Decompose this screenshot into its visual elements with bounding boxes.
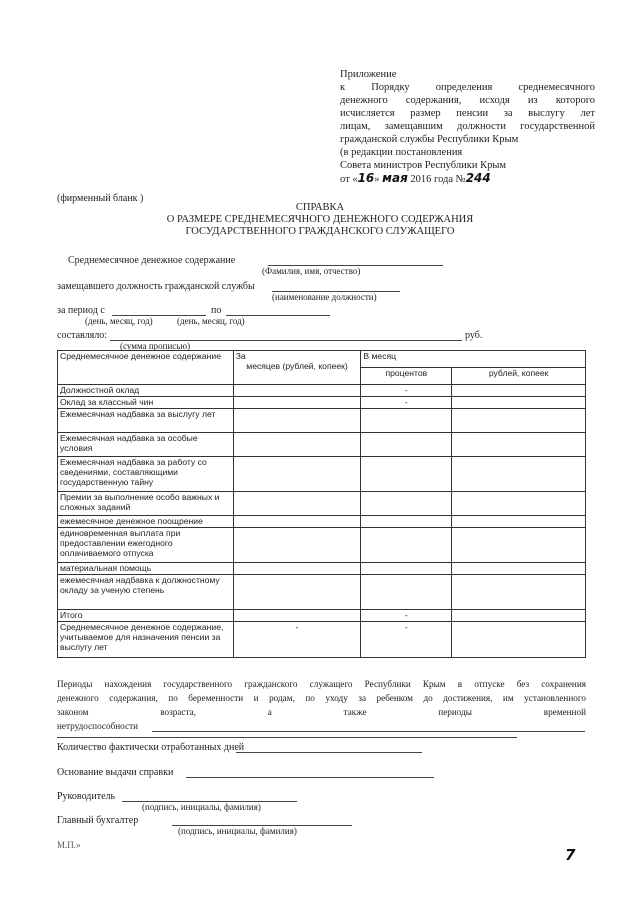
periods-line: денежного содержания, по беременности и родам, по уходу за ребенком до достижения, им установленного bbox=[57, 693, 586, 703]
header-col-percent: процентов bbox=[361, 368, 452, 385]
table-row bbox=[58, 528, 586, 563]
letterhead-label: (фирменный бланк ) bbox=[57, 193, 144, 204]
row-label: Итого bbox=[58, 610, 234, 622]
row-rubles-value bbox=[452, 563, 586, 575]
row-percent-value bbox=[361, 409, 452, 433]
table-row bbox=[58, 516, 586, 528]
row-rubles-value bbox=[452, 385, 586, 397]
row-percent-value bbox=[361, 516, 452, 528]
appendix-line: гражданской службы Республики Крым bbox=[340, 134, 519, 145]
row-months-value bbox=[233, 528, 361, 563]
row-percent-value: - bbox=[361, 610, 452, 622]
appendix-line: лицам, замещавшим должности государственной bbox=[340, 121, 595, 132]
row-label: Ежемесячная надбавка за работу со сведениями, составляющими государственную тайну bbox=[58, 457, 234, 492]
page-mark-handwritten: 7 bbox=[565, 846, 576, 864]
periods-underline-2 bbox=[57, 737, 517, 738]
row-percent-value: - bbox=[361, 622, 452, 658]
table-row bbox=[58, 409, 586, 433]
header-col-rubles: рублей, копеек bbox=[452, 368, 586, 385]
name-caption: (Фамилия, имя, отчество) bbox=[262, 266, 361, 276]
accountant-caption: (подпись, инициалы, фамилия) bbox=[178, 826, 297, 836]
date-mid: » bbox=[374, 174, 380, 185]
periods-paragraph bbox=[57, 677, 586, 733]
row-label: Премии за выполнение особо важных и сложных заданий bbox=[58, 492, 234, 516]
row-months-value bbox=[233, 516, 361, 528]
appendix-block bbox=[340, 68, 595, 186]
row-percent-value: - bbox=[361, 397, 452, 409]
row-months-value bbox=[233, 457, 361, 492]
table-row bbox=[58, 385, 586, 397]
row-percent-value bbox=[361, 528, 452, 563]
row-rubles-value bbox=[452, 516, 586, 528]
date-prefix: от « bbox=[340, 174, 358, 185]
row-percent-value: - bbox=[361, 385, 452, 397]
appendix-line: денежного содержания, исходя из которого bbox=[340, 95, 595, 106]
table-row bbox=[58, 622, 586, 658]
header-months-top: За bbox=[235, 351, 246, 361]
row-label: Должностной оклад bbox=[58, 385, 234, 397]
title-line-3: ГОСУДАРСТВЕННОГО ГРАЖДАНСКОГО СЛУЖАЩЕГО bbox=[185, 226, 455, 237]
appendix-line: Приложение bbox=[340, 69, 397, 80]
amount-unit: руб. bbox=[465, 330, 483, 341]
row-rubles-value bbox=[452, 397, 586, 409]
row-months-value bbox=[233, 575, 361, 610]
table-row bbox=[58, 563, 586, 575]
salary-label: Среднемесячное денежное содержание bbox=[68, 255, 236, 266]
table-header-row bbox=[58, 351, 586, 368]
appendix-line: исчисляется размер пенсии за выслугу лет bbox=[340, 108, 595, 119]
date-year: 2016 года bbox=[410, 174, 454, 185]
appendix-date-line bbox=[340, 172, 595, 186]
appendix-line: к Порядку определения среднемесячного bbox=[340, 82, 595, 93]
row-label: единовременная выплата при предоставлении ежегодного оплачиваемого отпуска bbox=[58, 528, 234, 563]
table-row bbox=[58, 457, 586, 492]
date-month-handwritten: мая bbox=[382, 171, 408, 185]
periods-line: нетрудоспособности bbox=[57, 721, 139, 731]
period-caption-to: (день, месяц, год) bbox=[177, 316, 245, 326]
table-row bbox=[58, 575, 586, 610]
amount-caption: (сумма прописью) bbox=[120, 341, 191, 351]
appendix-line: (в редакции постановления bbox=[340, 147, 463, 158]
row-months-value bbox=[233, 610, 361, 622]
header-col-salary: Среднемесячное денежное содержание bbox=[58, 351, 234, 385]
row-label: Ежемесячная надбавка за особые условия bbox=[58, 433, 234, 457]
row-months-value: - bbox=[233, 622, 361, 658]
basis-underline bbox=[186, 777, 434, 778]
number-handwritten: 244 bbox=[465, 171, 491, 185]
row-percent-value bbox=[361, 563, 452, 575]
period-to-label: по bbox=[211, 305, 222, 316]
salary-table bbox=[57, 350, 586, 658]
number-prefix: № bbox=[455, 174, 466, 185]
appendix-line: Совета министров Республики Крым bbox=[340, 160, 507, 171]
days-label: Количество фактически отработанных дней bbox=[57, 742, 245, 753]
period-caption-from: (день, месяц, год) bbox=[85, 316, 153, 326]
row-months-value bbox=[233, 563, 361, 575]
row-percent-value bbox=[361, 457, 452, 492]
row-months-value bbox=[233, 397, 361, 409]
stamp-label: М.П.» bbox=[57, 840, 81, 850]
row-label: Среднемесячное денежное содержание, учитываемое для назначения пенсии за выслугу лет bbox=[58, 622, 234, 658]
row-label: Оклад за классный чин bbox=[58, 397, 234, 409]
periods-line: Периоды нахождения государственного гражданского служащего Республики Крым в отпуске без сохранения bbox=[57, 679, 586, 689]
amount-label: составляло: bbox=[57, 330, 108, 341]
period-from-label: за период с bbox=[57, 305, 105, 316]
periods-line: законом возраста, а также периоды временной bbox=[57, 707, 586, 717]
row-rubles-value bbox=[452, 528, 586, 563]
head-label: Руководитель bbox=[57, 791, 116, 802]
accountant-label: Главный бухгалтер bbox=[57, 815, 139, 826]
head-caption: (подпись, инициалы, фамилия) bbox=[142, 802, 261, 812]
row-months-value bbox=[233, 409, 361, 433]
row-label: Ежемесячная надбавка за выслугу лет bbox=[58, 409, 234, 433]
row-rubles-value bbox=[452, 457, 586, 492]
row-percent-value bbox=[361, 492, 452, 516]
row-rubles-value bbox=[452, 575, 586, 610]
row-months-value bbox=[233, 433, 361, 457]
row-label: ежемесячное денежное поощрение bbox=[58, 516, 234, 528]
row-months-value bbox=[233, 492, 361, 516]
date-day-handwritten: 16 bbox=[357, 171, 375, 185]
table-row bbox=[58, 397, 586, 409]
row-rubles-value bbox=[452, 433, 586, 457]
title-line-1: СПРАВКА bbox=[295, 202, 345, 213]
row-rubles-value bbox=[452, 492, 586, 516]
table-row bbox=[58, 610, 586, 622]
row-rubles-value bbox=[452, 409, 586, 433]
header-months-bottom: месяцев (рублей, копеек) bbox=[246, 361, 348, 371]
document-title bbox=[100, 202, 540, 238]
position-label: замещавшего должность гражданской службы bbox=[57, 281, 255, 292]
row-rubles-value bbox=[452, 622, 586, 658]
header-col-months bbox=[233, 351, 361, 385]
table-row bbox=[58, 492, 586, 516]
row-percent-value bbox=[361, 575, 452, 610]
row-label: ежемесячная надбавка к должностному окладу за ученую степень bbox=[58, 575, 234, 610]
title-line-2: О РАЗМЕРЕ СРЕДНЕМЕСЯЧНОГО ДЕНЕЖНОГО СОДЕРЖАНИЯ bbox=[166, 214, 474, 225]
row-label: материальная помощь bbox=[58, 563, 234, 575]
basis-label: Основание выдачи справки bbox=[57, 767, 174, 778]
table-row bbox=[58, 433, 586, 457]
periods-underline-1 bbox=[152, 731, 585, 732]
row-months-value bbox=[233, 385, 361, 397]
header-col-monthly: В месяц bbox=[361, 351, 586, 368]
row-rubles-value bbox=[452, 610, 586, 622]
days-underline bbox=[236, 752, 422, 753]
position-caption: (наименование должности) bbox=[272, 292, 377, 302]
row-percent-value bbox=[361, 433, 452, 457]
